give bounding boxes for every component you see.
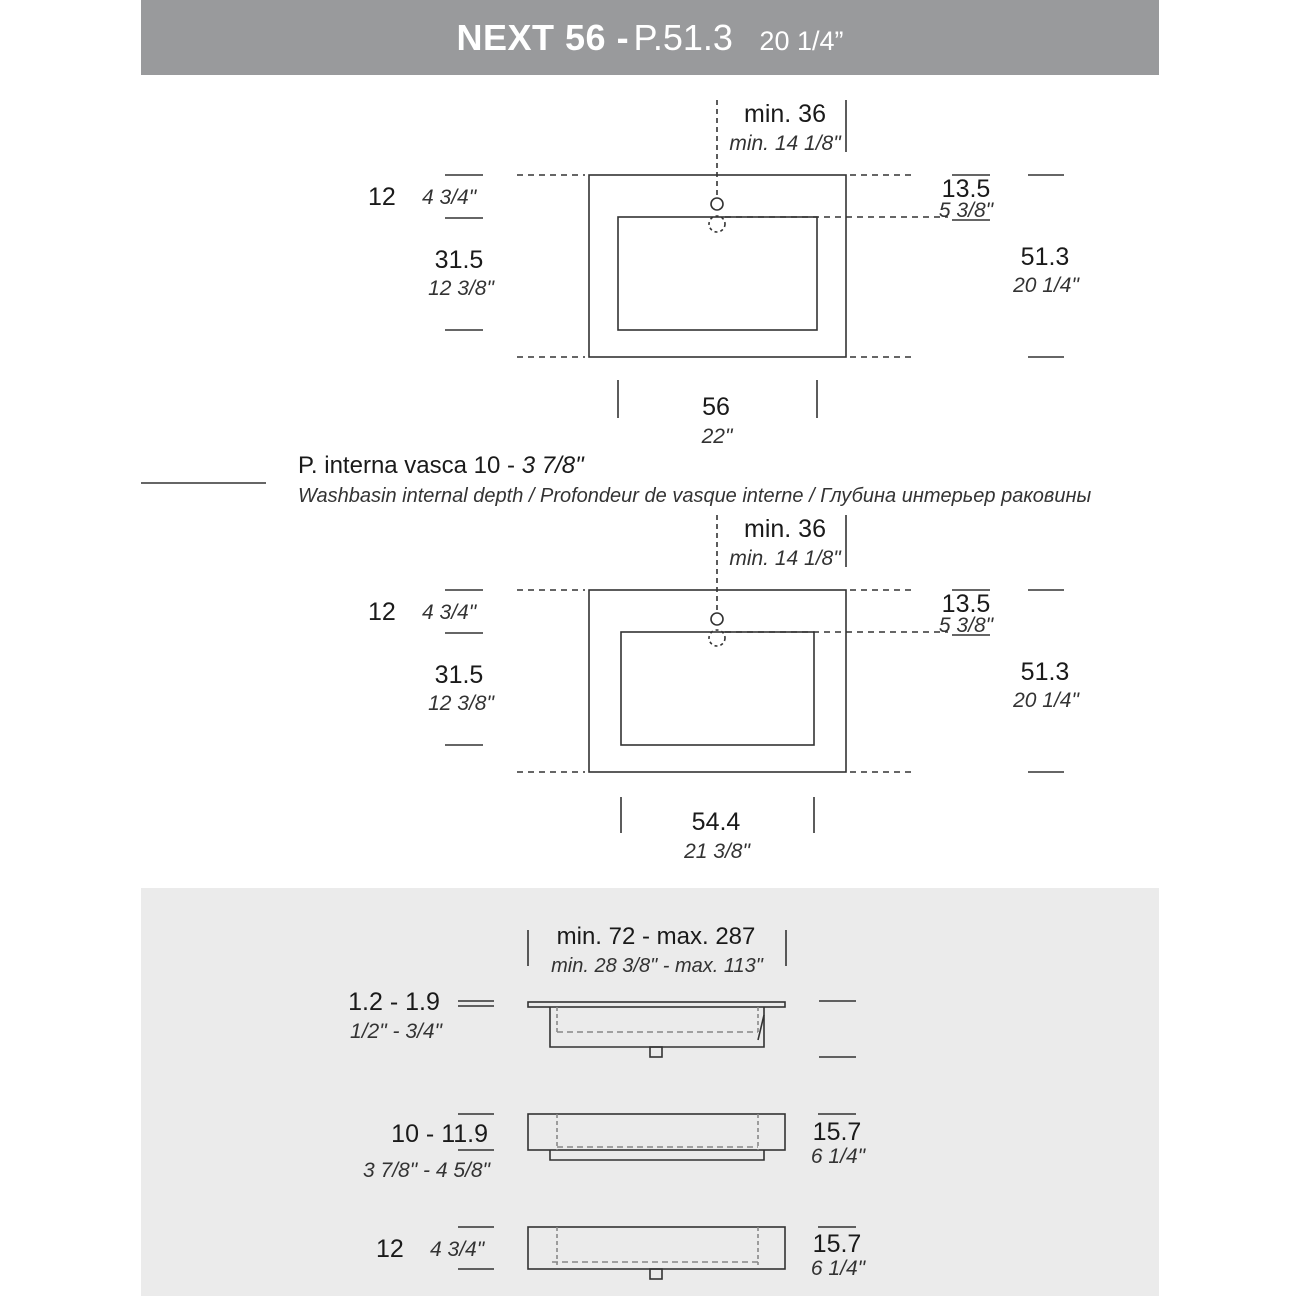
bowl-outline-1	[618, 217, 817, 330]
model-depth-inch: 20 1/4”	[759, 26, 844, 56]
width-cm-2: 54.4	[691, 808, 741, 836]
bowl-depth-cm-2: 31.5	[434, 661, 484, 689]
total-height-in-2: 6 1/4"	[810, 1257, 866, 1280]
section-title-inch: 3 7/8"	[521, 452, 584, 479]
length-cm: min. 72 - max. 287	[556, 923, 756, 950]
back-depth-cm-2: 12	[368, 598, 396, 626]
length-in: min. 28 3/8" - max. 113"	[551, 955, 763, 977]
back-depth-in-2: 4 3/4"	[422, 601, 477, 624]
tap-offset-cm-2: 13.5	[941, 590, 991, 618]
top-slab	[528, 1002, 785, 1007]
total-depth-cm-2: 51.3	[1020, 658, 1070, 686]
bowl-depth-in-1: 12 3/8"	[428, 277, 494, 300]
bowl-depth-cm-1: 31.5	[434, 246, 484, 274]
tap-min-cm-2: min. 36	[744, 515, 826, 543]
back-depth-in-1: 4 3/4"	[422, 186, 477, 209]
model-name: NEXT 56 -	[456, 17, 630, 58]
top-thickness-in: 1/2" - 3/4"	[350, 1020, 442, 1043]
tap-offset-in-2: 5 3/8"	[938, 614, 994, 637]
section-subtitle: Washbasin internal depth / Profondeur de vasque interne / Глубина интерьер раковины	[298, 485, 1092, 507]
width-cm-1: 56	[702, 393, 730, 421]
total-height-cm-1: 15.7	[812, 1118, 862, 1146]
tap-hole-1	[711, 198, 723, 210]
bowl-body-front	[550, 1007, 764, 1047]
width-in-1: 22"	[701, 425, 733, 448]
total-depth-in-2: 20 1/4"	[1013, 689, 1079, 712]
drain-front	[650, 1047, 662, 1057]
drain-1	[709, 216, 725, 232]
side-view-2	[458, 1227, 856, 1279]
side-body-1	[528, 1114, 785, 1150]
section-title-main: P. interna vasca 10 -	[298, 452, 516, 479]
total-depth-cm-1: 51.3	[1020, 243, 1070, 271]
tap-offset-in-1: 5 3/8"	[938, 199, 994, 222]
back-depth-cm-1: 12	[368, 183, 396, 211]
total-height-in-1: 6 1/4"	[810, 1145, 866, 1168]
tap-offset-cm-1: 13.5	[941, 175, 991, 203]
side-view-1	[458, 1114, 856, 1160]
bowl-depth-in-2: 12 3/8"	[428, 692, 494, 715]
tap-min-cm-1: min. 36	[744, 100, 826, 128]
tap-min-in-1: min. 14 1/8"	[729, 132, 841, 155]
front-height-cm-2: 12	[376, 1235, 404, 1263]
top-thickness-cm: 1.2 - 1.9	[348, 988, 440, 1016]
front-height-in-2: 4 3/4"	[430, 1238, 485, 1261]
tap-min-in-2: min. 14 1/8"	[729, 547, 841, 570]
tap-hole-2	[711, 613, 723, 625]
total-depth-in-1: 20 1/4"	[1013, 274, 1079, 297]
width-in-2: 21 3/8"	[684, 840, 750, 863]
section-title	[298, 452, 584, 480]
total-height-cm-2: 15.7	[812, 1230, 862, 1258]
front-height-cm-1: 10 - 11.9	[391, 1120, 488, 1148]
front-height-in-1: 3 7/8" - 4 5/8"	[363, 1159, 490, 1182]
bowl-outline-2	[621, 632, 814, 745]
model-code: P.51.3	[633, 17, 733, 58]
